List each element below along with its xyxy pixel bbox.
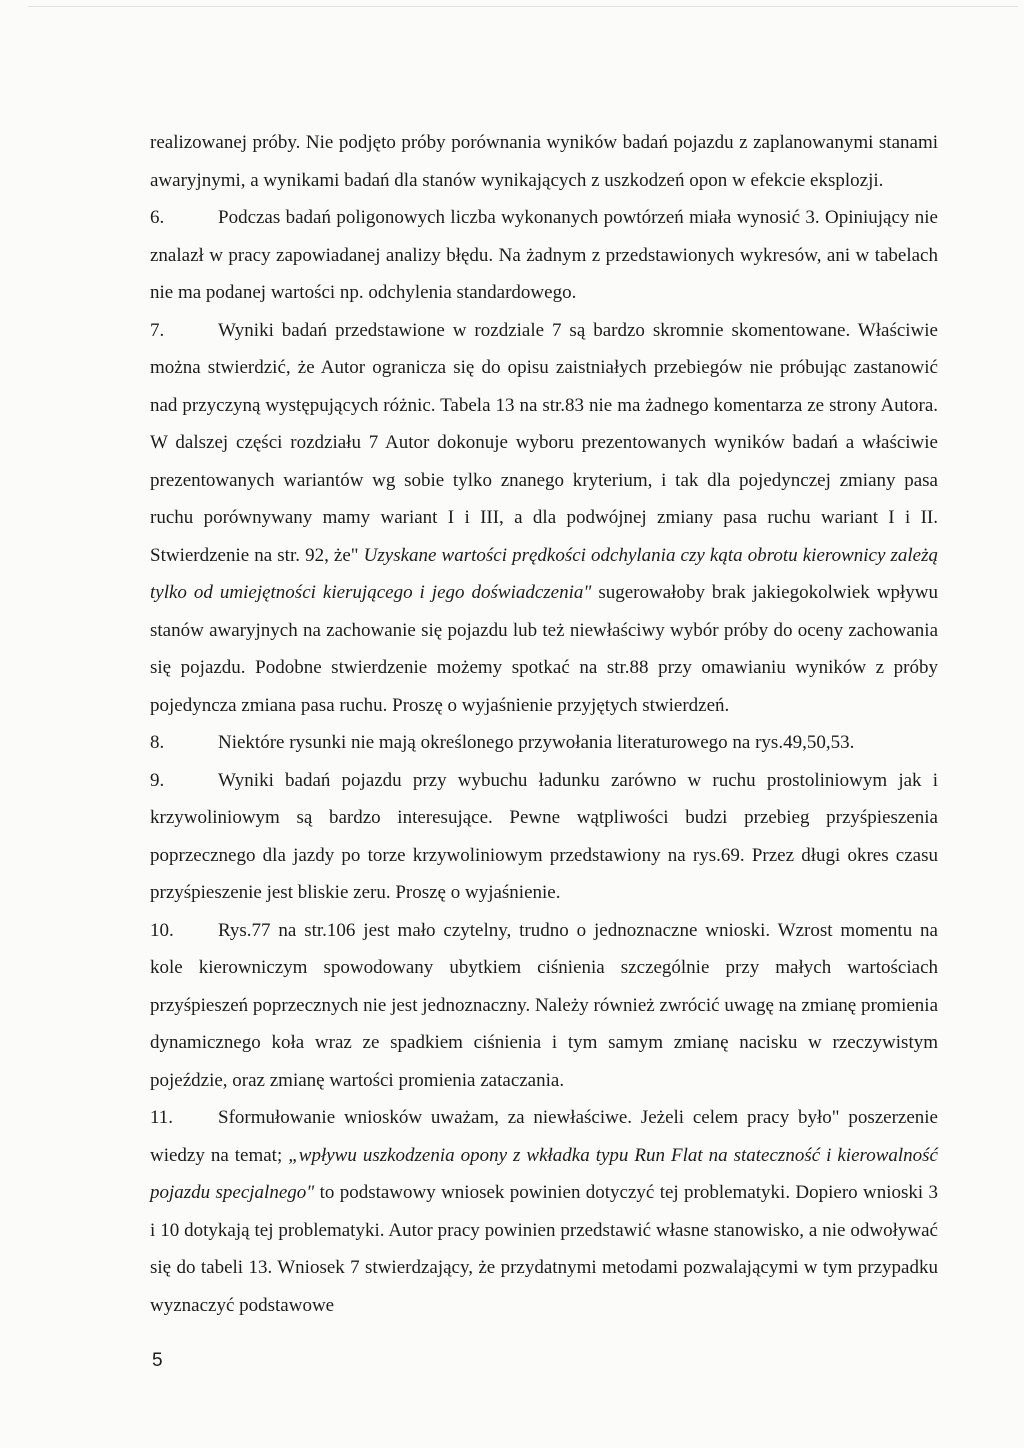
quoted-text: Uzyskane wartości prędkości odchylania czy kąta obrotu kierownicy zależą tylko od umiejętności kierującego i jego doświadczenia" xyxy=(150,544,938,603)
paragraph-p7 xyxy=(150,312,938,725)
document-body xyxy=(150,124,938,1324)
paragraph-p10 xyxy=(150,912,938,1100)
paragraph-number: 11. xyxy=(150,1107,174,1128)
paragraph-number: 9. xyxy=(150,769,165,791)
paragraph-number: 8. xyxy=(150,732,165,753)
paragraph-text: Sformułowanie wniosków uważam, za niewłaściwe. Jeżeli celem pracy było" poszerzenie wiedzy na temat; xyxy=(150,1107,938,1166)
scan-edge xyxy=(28,6,1018,7)
paragraph-number: 7. xyxy=(150,319,165,341)
paragraph-text: Wyniki badań pojazdu przy wybuchu ładunku zarówno w ruchu prostoliniowym jak i krzywoliniowym są bardzo interesujące. Pewne wątpliwości budzi przebieg przyśpieszenia poprzecznego dla jazdy po torze krzywoliniowym przedstawiony na rys.69. Przez długi okres czasu przyśpieszenie jest bliskie zeru. Proszę o wyjaśnienie. xyxy=(150,769,938,903)
paragraph-number: 6. xyxy=(150,207,165,228)
paragraph-p9 xyxy=(150,762,938,912)
paragraph-text: Podczas badań poligonowych liczba wykonanych powtórzeń miała wynosić 3. Opiniujący nie znalazł w pracy zapowiadanej analizy błędu. Na żadnym z przedstawionych wykresów, ani w tabelach nie ma podanej wartości np. odchylenia standardowego. xyxy=(150,207,938,303)
paragraph-p8 xyxy=(150,724,938,762)
page-number: 5 xyxy=(152,1350,163,1371)
paragraph-text: realizowanej próby. Nie podjęto próby porównania wyników badań pojazdu z zaplanowanymi stanami awaryjnymi, a wynikami badań dla stanów wynikających z uszkodzeń opon w efekcie eksplozji. xyxy=(150,132,938,191)
paragraph-text: Rys.77 na str.106 jest mało czytelny, trudno o jednoznaczne wnioski. Wzrost momentu na kole kierowniczym spowodowany ubytkiem ciśnienia szczególnie przy małych wartościach przyśpieszeń poprzecznych nie jest jednoznaczny. Należy również zwrócić uwagę na zmianę promienia dynamicznego koła wraz ze spadkiem ciśnienia i tym samym zmianę nacisku w rzeczywistym pojeździe, oraz zmianę wartości promienia zataczania. xyxy=(150,919,938,1091)
paragraph-p11 xyxy=(150,1099,938,1324)
paragraph-text: to podstawowy wniosek powinien dotyczyć tej problematyki. Dopiero wnioski 3 i 10 dotykają tej problematyki. Autor pracy powinien przedstawić własne stanowisko, a nie odwoływać się do tabeli 13. Wniosek 7 stwierdzający, że przydatnymi metodami pozwalającymi w tym przypadku wyznaczyć podstawowe xyxy=(150,1182,939,1316)
paragraph-p6 xyxy=(150,199,938,312)
paragraph-text: Wyniki badań przedstawione w rozdziale 7 są bardzo skromnie skomentowane. Właściwie można stwierdzić, że Autor ogranicza się do opisu zaistniałych przebiegów nie próbując zastanowić nad przyczyną występujących różnic. Tabela 13 na str.83 nie ma żadnego komentarza ze strony Autora. W dalszej części rozdziału 7 Autor dokonuje wyboru prezentowanych wyników badań a właściwie prezentowanych wariantów wg sobie tylko znanego kryterium, i tak dla pojedynczej zmiany pasa ruchu porównywany mamy wariant I i III, a dla podwójnej zmiany pasa ruchu wariant I i II. Stwierdzenie na str. 92, że" xyxy=(150,319,938,566)
paragraph-text: Niektóre rysunki nie mają określonego przywołania literaturowego na rys.49,50,53. xyxy=(218,732,855,753)
paragraph-p-cont xyxy=(150,124,938,199)
paragraph-number: 10. xyxy=(150,919,174,941)
quoted-text: „wpływu uszkodzenia opony z wkładka typu Run Flat na stateczność i kierowalność pojazdu specjalnego" xyxy=(150,1144,938,1203)
paragraph-text: sugerowałoby brak jakiegokolwiek wpływu stanów awaryjnych na zachowanie się pojazdu lub też niewłaściwy wybór próby do oceny zachowania się pojazdu. Podobne stwierdzenie możemy spotkać na str.88 przy omawianiu wyników z próby pojedyncza zmiana pasa ruchu. Proszę o wyjaśnienie przyjętych stwierdzeń. xyxy=(150,582,938,716)
